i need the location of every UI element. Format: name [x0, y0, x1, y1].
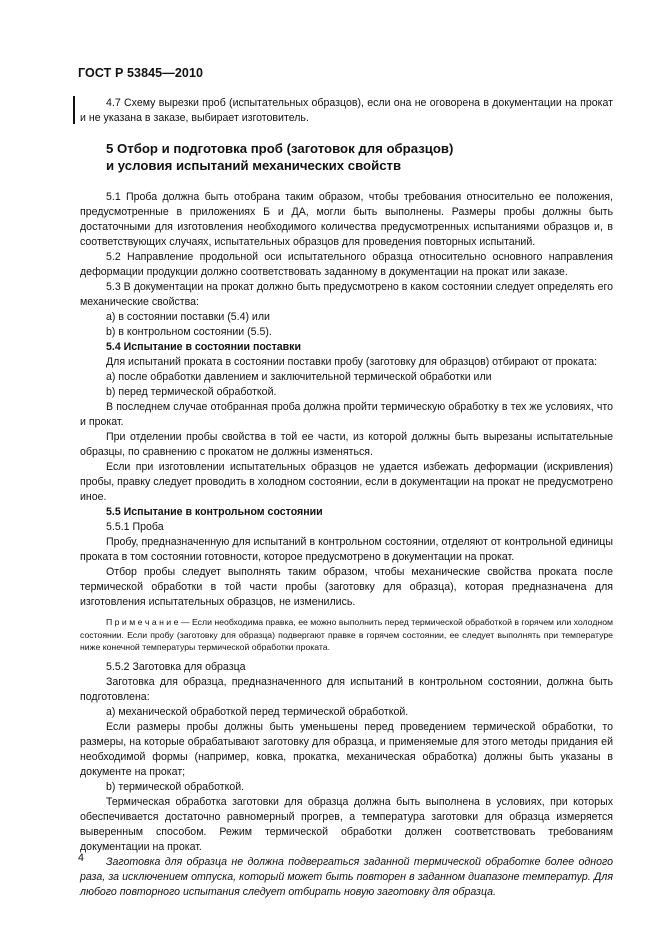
paragraph-5-5-1-b: Отбор пробы следует выполнять таким образом, чтобы механические свойства проката после термической обработки в той части пробы (заготовку для образца), которая предназначена для изготовления испытательных образцов, не изменились. — [80, 566, 613, 608]
section-5-title — [80, 140, 613, 174]
paragraph-5-5-2-c: Термическая обработка заготовки для образца должна быть выполнена в условиях, при которых обеспечивается достаточно равномерный прогрев, а температура заготовки для образца измеряется выверенным способом. Режим термической обработки должен соответствовать требованиям документации на прокат. — [80, 795, 613, 853]
paragraph-5-2: 5.2 Направление продольной оси испытательного образца относительно основного направления деформации продукции должно соответствовать заданному в документации на прокат или заказе. — [80, 251, 613, 278]
paragraph-5-4-d: При отделении пробы свойства в той ее части, из которой должны быть вырезаны испытательные образцы, по сравнению с прокатом не должны изменяться. — [80, 431, 613, 458]
list-item-5-4-a: а) после обработки давлением и заключительной термической обработки или — [106, 371, 492, 383]
list-item-5-5-2-a: а) механической обработкой перед термической обработкой. — [106, 705, 409, 718]
change-bar — [73, 96, 75, 124]
paragraph-5-4-intro: Для испытаний проката в состоянии поставки пробу (заготовку для образцов) отбирают от проката: — [106, 356, 598, 368]
note-paragraph: П р и м е ч а н и е — Если необходима правка, ее можно выполнить перед термической обработкой в горячем или холодном состоянии. Если пробу (заготовку для образца) подвергают правке в горячем состоянии, ее следует выполнять при температуре ниже конечной температуры термической обработки проката. — [80, 617, 613, 652]
list-item-5-4-b: b) перед термической обработкой. — [106, 386, 277, 398]
heading-5-5: 5.5 Испытание в контрольном состоянии — [106, 506, 323, 518]
paragraph-5-5-2-intro: Заготовка для образца, предназначенного для испытаний в контрольном состоянии, должна быть подготовлена: — [80, 675, 613, 703]
paragraph-5-5-2-italic: Заготовка для образца не должна подвергаться заданной термической обработке более одного раза, за исключением отпуска, который может быть повторен в заданном диапазоне температур. Для любого повторного испытания следует отбирать новую заготовку для образца. — [80, 855, 613, 898]
list-item-5-3-a: а) в состоянии поставки (5.4) или — [106, 311, 270, 323]
heading-5-5-1: 5.5.1 Проба — [106, 521, 164, 533]
document-header: ГОСТ Р 53845—2010 — [78, 66, 204, 80]
paragraph-4-7: 4.7 Схему вырезки проб (испытательных образцов), если она не оговорена в документации на прокат и не указана в заказе, выбирает изготовитель. — [80, 97, 613, 124]
heading-5-5-2: 5.5.2 Заготовка для образца — [106, 660, 246, 673]
page-number: 4 — [78, 852, 84, 864]
paragraph-5-5-2-a-text: Если размеры пробы должны быть уменьшены перед проведением термической обработки, то размеры, на которые обрабатывают заготовку для образца, и применяемые для этого методы придания ей необходимой формы (например, ковка, прокатка, механическая обработка) должны быть указаны в документе на прокат; — [80, 720, 613, 778]
page-content — [80, 96, 613, 900]
paragraph-5-1: 5.1 Проба должна быть отобрана таким образом, чтобы требования относительно ее положения, предусмотренные в приложениях Б и ДА, могли быть выполнены. Размеры пробы должны быть достаточными для изготовления необходимого количества предусмотренных испытаниями образцов и, в соответствующих случаях, испытательных образцов для проведения повторных испытаний. — [80, 191, 613, 248]
paragraph-5-5-1-a: Пробу, предназначенную для испытаний в контрольном состоянии, отделяют от контрольной единицы проката в том состоянии готовности, которое предусмотрено в документации на прокат. — [80, 536, 613, 563]
paragraph-5-3: 5.3 В документации на прокат должно быть предусмотрено в каком состоянии следует определять его механические свойства: — [80, 281, 613, 308]
list-item-5-3-b: b) в контрольном состоянии (5.5). — [106, 326, 272, 338]
heading-5-4: 5.4 Испытание в состоянии поставки — [106, 341, 301, 353]
list-item-5-5-2-b: b) термической обработкой. — [106, 780, 245, 793]
section-5-title-line2: и условия испытаний механических свойств — [106, 158, 402, 173]
paragraph-5-4-e: Если при изготовлении испытательных образцов не удается избежать деформации (искривления) пробы, правку следует проводить в холодном состоянии, если в документации на прокат не предусмотрено иное. — [80, 461, 613, 503]
section-5-title-line1: 5 Отбор и подготовка проб (заготовок для образцов) — [106, 141, 454, 156]
paragraph-5-4-c: В последнем случае отобранная проба должна пройти термическую обработку в тех же условиях, что и прокат. — [80, 401, 613, 428]
